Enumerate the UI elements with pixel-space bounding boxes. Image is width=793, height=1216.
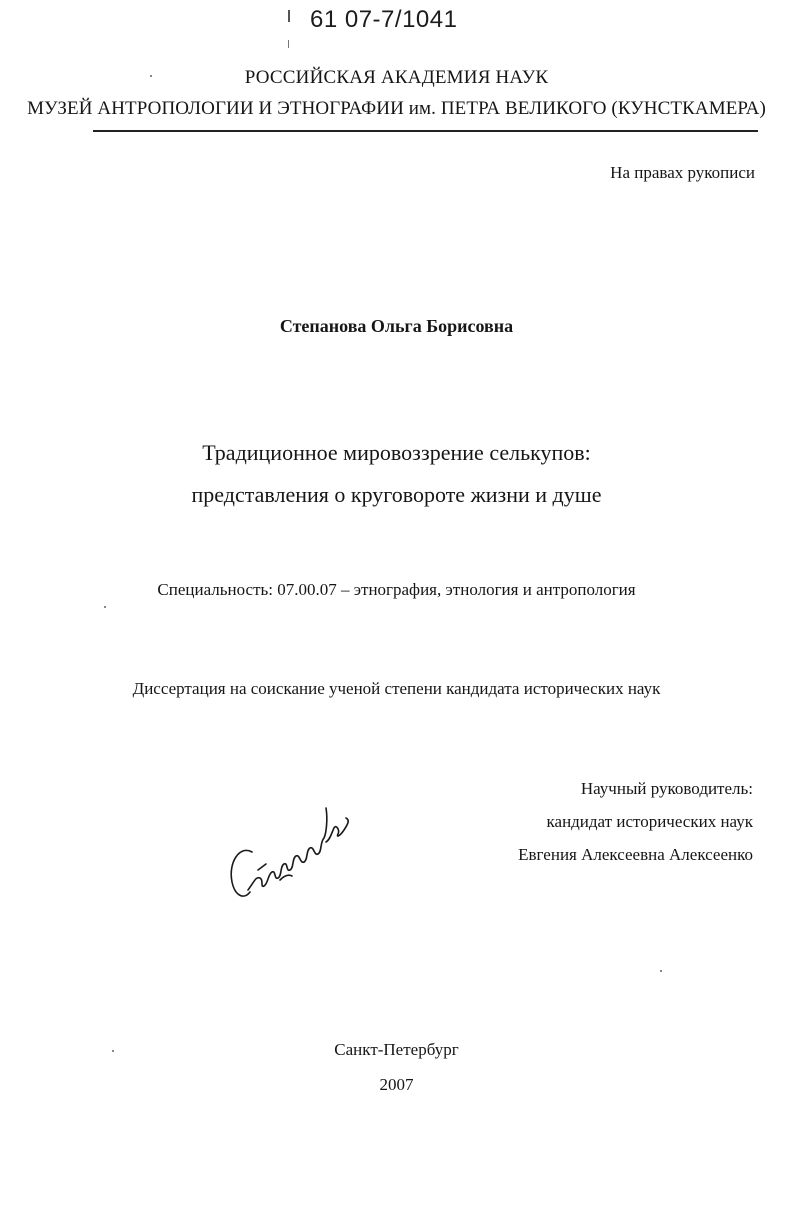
scan-speck: [104, 606, 106, 608]
scan-speck: [660, 970, 662, 972]
author-name: Степанова Ольга Борисовна: [279, 316, 514, 336]
degree-statement: Диссертация на соискание ученой степени кандидата исторических наук: [132, 679, 661, 698]
scan-speck: [112, 1050, 114, 1052]
year: 2007: [379, 1075, 414, 1094]
city: Санкт-Петербург: [334, 1040, 459, 1059]
supervisor-label: Научный руководитель:: [580, 779, 753, 798]
specialty: Специальность: 07.00.07 – этнография, этнология и антропология: [157, 580, 636, 599]
stamp-mark: [288, 10, 290, 22]
handwritten-signature: [222, 790, 362, 910]
stamp-mark: [288, 40, 289, 48]
organization-name: РОССИЙСКАЯ АКАДЕМИЯ НАУК: [244, 67, 549, 88]
dissertation-title-line-2: представления о круговороте жизни и душе: [191, 482, 602, 507]
dissertation-title-line-1: Традиционное мировоззрение селькупов:: [202, 440, 591, 465]
header-divider: [93, 130, 758, 132]
scan-speck: [150, 75, 152, 77]
rights-note: На правах рукописи: [610, 163, 755, 182]
supervisor-degree: кандидат исторических наук: [546, 812, 753, 831]
institute-name: МУЗЕЙ АНТРОПОЛОГИИ И ЭТНОГРАФИИ им. ПЕТРА ВЕЛИКОГО (КУНСТКАМЕРА): [27, 98, 766, 119]
supervisor-name: Евгения Алексеевна Алексеенко: [518, 845, 753, 864]
archive-stamp-code: 61 07-7/1041: [310, 6, 458, 33]
